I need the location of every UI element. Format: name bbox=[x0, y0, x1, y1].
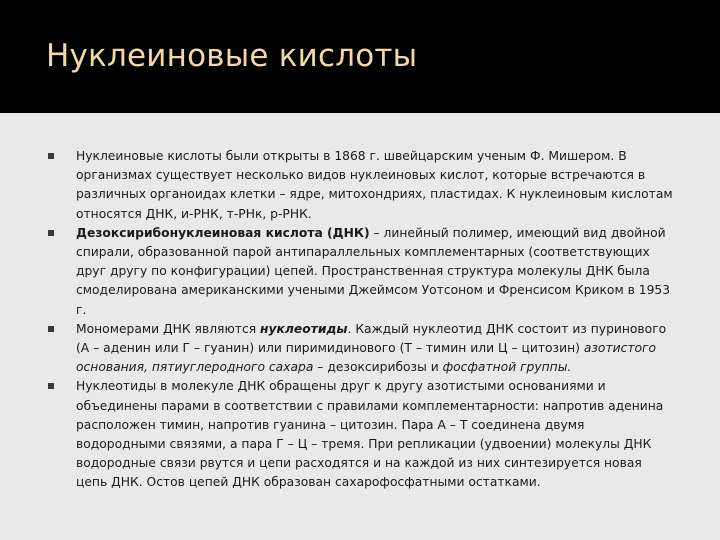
title-bar bbox=[0, 0, 720, 113]
list-item bbox=[46, 320, 676, 378]
paragraph-text: Мономерами ДНК являются bbox=[76, 321, 261, 336]
paragraph-text: Нуклеотиды в молекуле ДНК обращены друг к другу азотистыми основаниями и объединены парами в соответствии с правилами комплементарности: напротив аденина расположен тимин, напротив гуанина – цитозин. Пара А – Т соединена двумя водородными связями, а пара Г – Ц – тремя. При репликации (удвоении) молекулы ДНК водородные связи рвутся и цепи расходятся и на каждой из них синтезируется новая цепь ДНК. Остов цепей ДНК образован сахарофосфатными остатками. bbox=[76, 379, 664, 490]
square-bullet-icon bbox=[48, 383, 54, 389]
square-bullet-icon bbox=[48, 230, 54, 236]
slide-title: Нуклеиновые кислоты bbox=[46, 38, 418, 74]
term-nucleotides: нуклеотиды bbox=[260, 321, 348, 336]
paragraph-text: Нуклеиновые кислоты были открыты в 1868 г. швейцарским ученым Ф. Мишером. В организмах существует несколько видов нуклеиновых кислот, которые встречаются в различных органоидах клетки – ядре, митохондриях, пластидах. К нуклеиновым кислотам относятся ДНК, и-РНК, т-РНк, р-РНК. bbox=[76, 149, 673, 221]
list-item bbox=[46, 377, 676, 492]
emphasis-text: азотистого основания, пятиуглеродного сахара bbox=[76, 341, 657, 375]
bullet-list bbox=[46, 147, 676, 493]
paragraph-text: – линейный полимер, имеющий вид двойной спирали, образованной парой антипараллельных комплементарных (соответствующих друг другу по конфигурации) цепей. Пространственная структура молекулы ДНК была смоделирована американскими учеными Джеймсом Уотсоном и Френсисом Криком в 1953 г. bbox=[76, 225, 671, 317]
term-dna: Дезоксирибонуклеиновая кислота (ДНК) bbox=[76, 225, 370, 240]
square-bullet-icon bbox=[48, 326, 54, 332]
emphasis-text: фосфатной группы. bbox=[442, 360, 572, 375]
list-item bbox=[46, 224, 676, 320]
paragraph-text: – дезоксирибозы и bbox=[313, 360, 443, 375]
list-item bbox=[46, 147, 676, 224]
square-bullet-icon bbox=[48, 153, 54, 159]
paragraph-text: . Каждый нуклеотид ДНК состоит из пуринового (А – аденин или Г – гуанин) или пиримидинового (Т – тимин или Ц – цитозин) bbox=[76, 321, 667, 356]
